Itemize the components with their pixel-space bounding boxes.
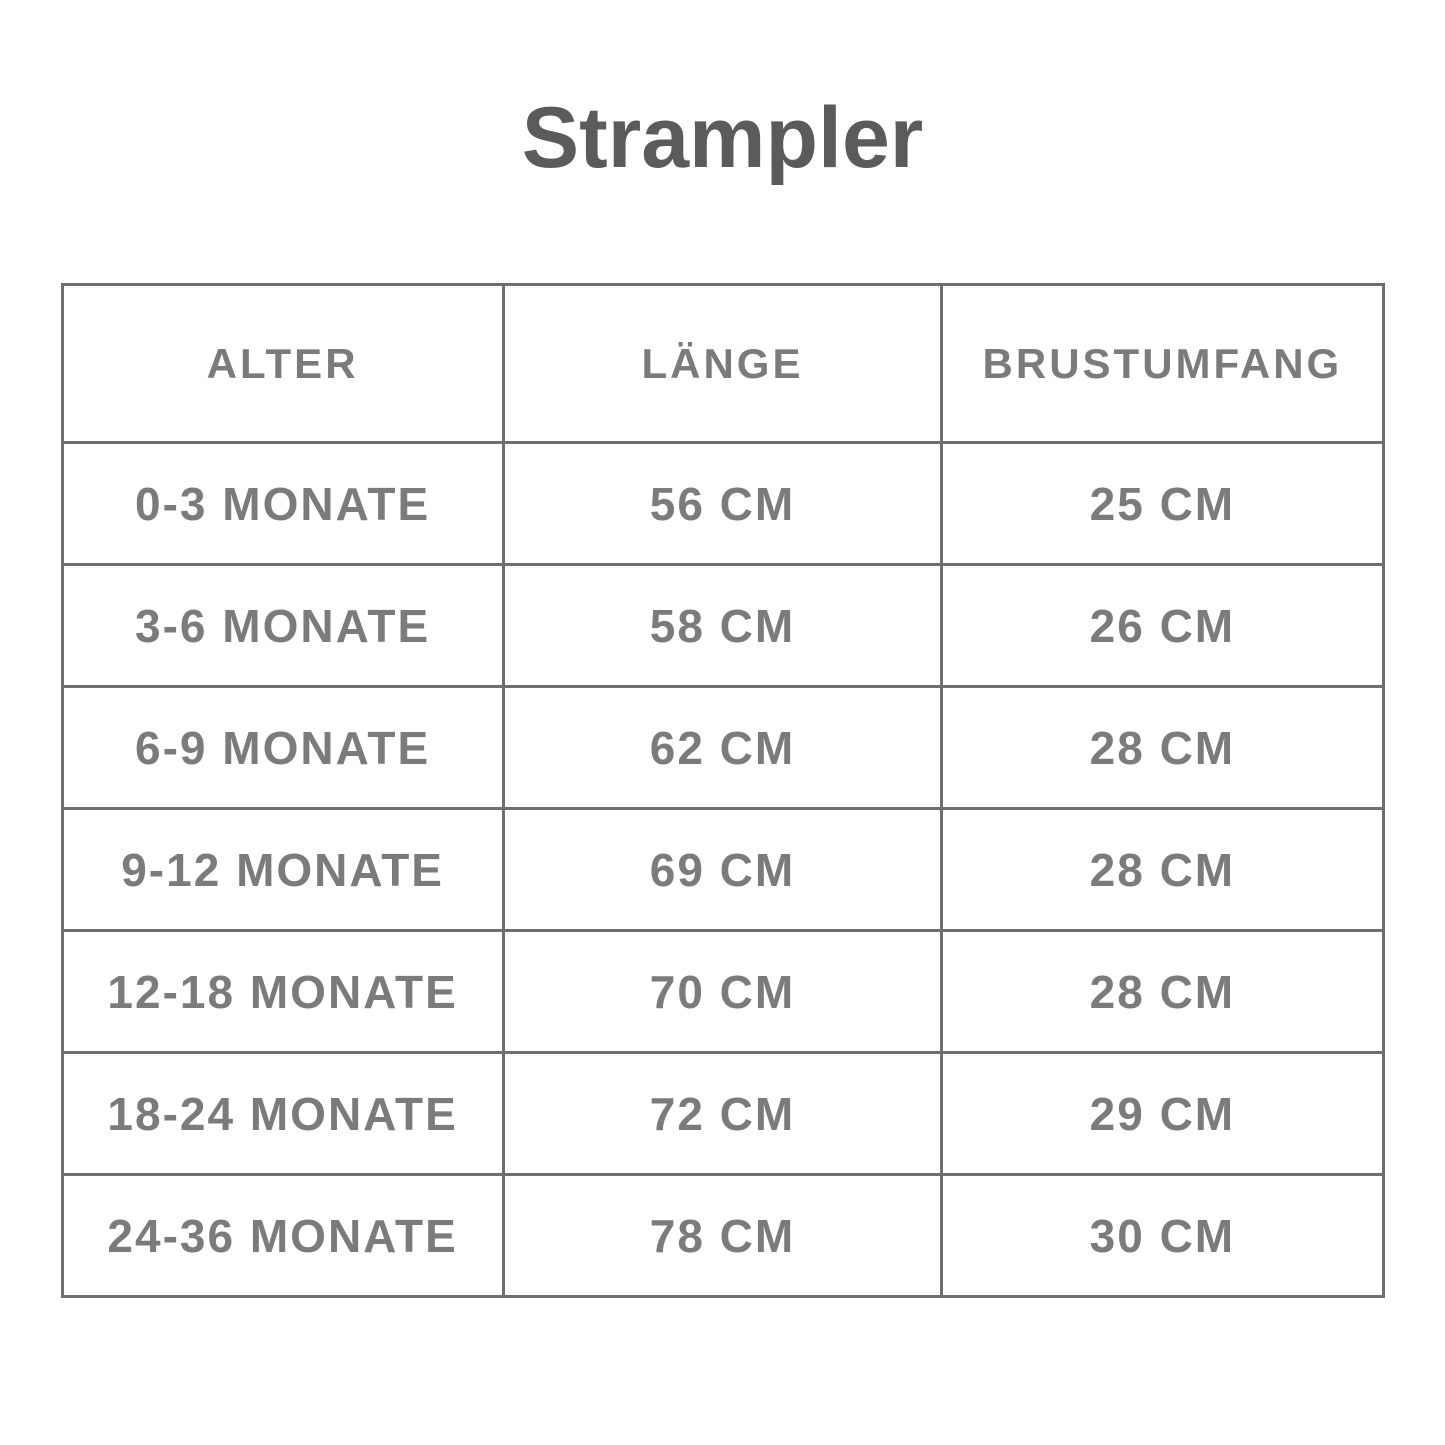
cell-length: 58 CM: [503, 565, 942, 687]
table-header-row: [62, 285, 1383, 443]
cell-chest: 28 CM: [942, 931, 1383, 1053]
cell-age: 9-12 MONATE: [62, 809, 503, 931]
size-table: [61, 283, 1385, 1298]
cell-length: 78 CM: [503, 1175, 942, 1297]
cell-length: 69 CM: [503, 809, 942, 931]
table-row: [62, 1175, 1383, 1297]
table-row: [62, 687, 1383, 809]
table-row: [62, 931, 1383, 1053]
table-row: [62, 809, 1383, 931]
cell-chest: 25 CM: [942, 443, 1383, 565]
cell-age: 12-18 MONATE: [62, 931, 503, 1053]
cell-chest: 28 CM: [942, 687, 1383, 809]
cell-length: 72 CM: [503, 1053, 942, 1175]
page-title: Strampler: [521, 90, 924, 186]
cell-chest: 29 CM: [942, 1053, 1383, 1175]
table-row: [62, 565, 1383, 687]
cell-age: 6-9 MONATE: [62, 687, 503, 809]
cell-age: 18-24 MONATE: [62, 1053, 503, 1175]
cell-chest: 26 CM: [942, 565, 1383, 687]
table-row: [62, 443, 1383, 565]
cell-chest: 28 CM: [942, 809, 1383, 931]
cell-length: 56 CM: [503, 443, 942, 565]
cell-age: 24-36 MONATE: [62, 1175, 503, 1297]
cell-length: 62 CM: [503, 687, 942, 809]
cell-length: 70 CM: [503, 931, 942, 1053]
column-header-length: LÄNGE: [503, 285, 942, 443]
cell-age: 0-3 MONATE: [62, 443, 503, 565]
column-header-chest: BRUSTUMFANG: [942, 285, 1383, 443]
cell-age: 3-6 MONATE: [62, 565, 503, 687]
cell-chest: 30 CM: [942, 1175, 1383, 1297]
column-header-age: ALTER: [62, 285, 503, 443]
table-row: [62, 1053, 1383, 1175]
